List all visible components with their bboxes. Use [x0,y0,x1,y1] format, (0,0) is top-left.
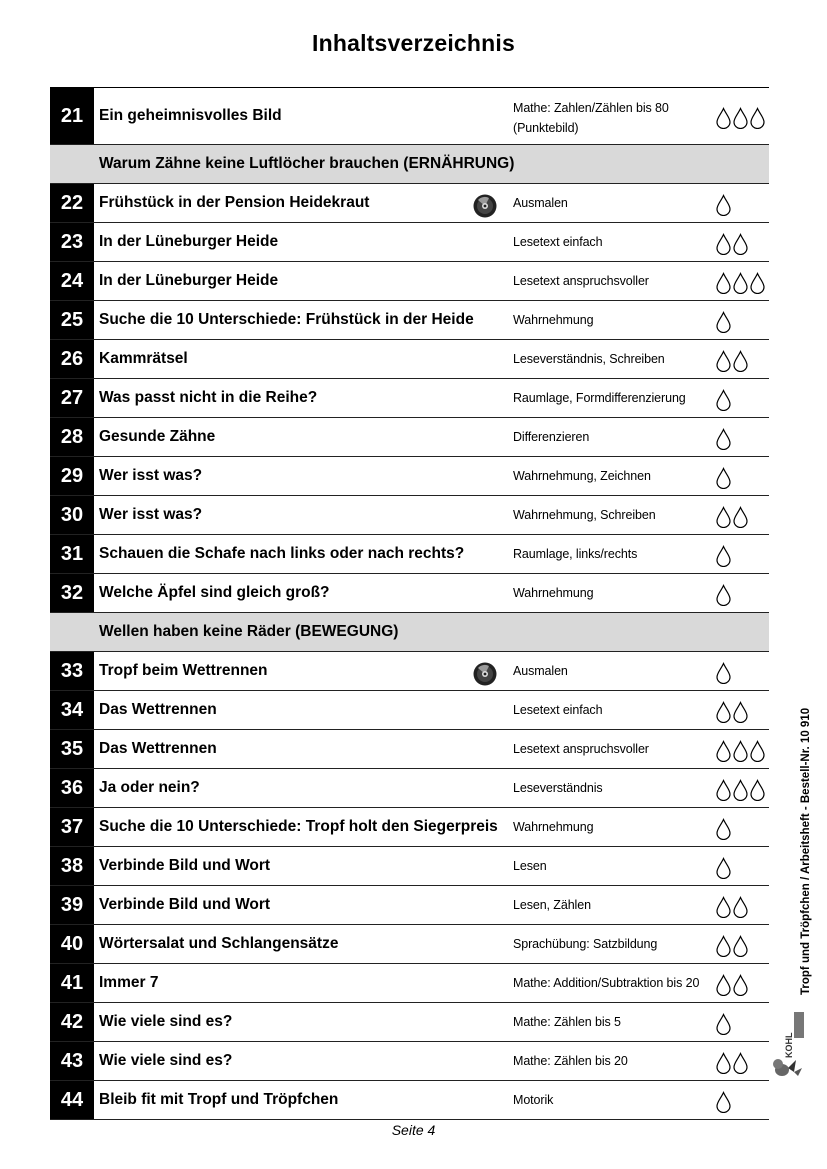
drop-icon [715,662,732,684]
entry-title: Was passt nicht in die Reihe? [99,389,318,406]
difficulty-drops [715,662,732,684]
toc-entry [50,457,769,496]
drop-icon [732,1052,749,1074]
page-footer: Seite 4 [391,1122,436,1138]
toc-entry [50,769,769,808]
entry-topic: Leseverständnis [513,781,603,795]
drop-icon [732,233,749,255]
page-title: Inhaltsverzeichnis [311,30,515,56]
drop-icon [715,974,732,996]
difficulty-drops [715,506,749,528]
drop-icon [732,779,749,801]
entry-topic: Leseverständnis, Schreiben [513,352,665,366]
toc-entry [50,496,769,535]
difficulty-drops [715,857,732,879]
toc-entry [50,535,769,574]
drop-icon [715,428,732,450]
difficulty-drops [715,740,766,762]
entry-number: 29 [50,457,94,495]
entry-number: 31 [50,535,94,573]
entry-number: 33 [50,652,94,690]
drop-icon [732,701,749,723]
entry-number: 44 [50,1081,94,1119]
difficulty-drops [715,974,749,996]
table-of-contents [50,87,769,1120]
entry-topic: Mathe: Zählen bis 20 [513,1054,628,1068]
entry-title: Frühstück in der Pension Heidekraut [99,194,370,211]
drop-icon [715,818,732,840]
drop-icon [715,506,732,528]
entry-topic: Lesetext einfach [513,703,603,717]
drop-icon [715,272,732,294]
entry-number: 27 [50,379,94,417]
entry-topic: Lesen [513,859,547,873]
drop-icon [715,194,732,216]
drop-icon [732,107,749,129]
difficulty-drops [715,311,732,333]
entry-title: Wer isst was? [99,467,203,484]
entry-number: 39 [50,886,94,924]
toc-entry [50,223,769,262]
entry-title: Wer isst was? [99,506,203,523]
entry-title: Tropf beim Wettrennen [99,662,268,679]
drop-icon [732,740,749,762]
entry-number: 22 [50,184,94,222]
drop-icon [715,233,732,255]
difficulty-drops [715,194,732,216]
drop-icon [715,107,732,129]
difficulty-drops [715,818,732,840]
section-title: Wellen haben keine Räder (BEWEGUNG) [99,623,399,640]
drop-icon [715,545,732,567]
drop-icon [715,857,732,879]
entry-topic: Lesen, Zählen [513,898,591,912]
entry-number: 43 [50,1042,94,1080]
drop-icon [715,935,732,957]
entry-title: Gesunde Zähne [99,428,216,445]
section-header [50,613,769,652]
entry-topic: Wahrnehmung [513,313,594,327]
entry-title: Welche Äpfel sind gleich groß? [99,584,330,601]
toc-entry [50,730,769,769]
entry-topic: Lesetext einfach [513,235,603,249]
entry-title: Wie viele sind es? [99,1052,233,1069]
difficulty-drops [715,701,749,723]
toc-entry [50,886,769,925]
drop-icon [715,740,732,762]
difficulty-drops [715,1013,732,1035]
toc-entry [50,847,769,886]
entry-topic: Ausmalen [513,664,568,678]
drop-icon [732,506,749,528]
entry-number: 37 [50,808,94,846]
drop-icon [732,896,749,918]
entry-title: Das Wettrennen [99,701,217,718]
difficulty-drops [715,428,732,450]
drop-icon [715,311,732,333]
difficulty-drops [715,779,766,801]
drop-icon [732,974,749,996]
toc-entry [50,418,769,457]
section-title: Warum Zähne keine Luftlöcher brauchen (ERNÄHRUNG) [99,155,515,172]
difficulty-drops [715,272,766,294]
toc-entry [50,652,769,691]
entry-number: 42 [50,1003,94,1041]
toc-entry [50,1081,769,1120]
entry-topic: Wahrnehmung [513,820,594,834]
drop-icon [749,107,766,129]
difficulty-drops [715,350,749,372]
entry-topic: Raumlage, Formdifferenzierung [513,391,686,405]
drop-icon [715,350,732,372]
entry-topic: Wahrnehmung, Zeichnen [513,469,651,483]
drop-icon [749,779,766,801]
entry-number: 41 [50,964,94,1002]
entry-topic: Ausmalen [513,196,568,210]
entry-title: Verbinde Bild und Wort [99,896,271,913]
entry-topic: Wahrnehmung, Schreiben [513,508,656,522]
drop-icon [715,467,732,489]
entry-number: 30 [50,496,94,534]
difficulty-drops [715,935,749,957]
entry-number: 34 [50,691,94,729]
toc-entry [50,88,769,145]
difficulty-drops [715,233,749,255]
entry-topic: Wahrnehmung [513,586,594,600]
drop-icon [732,350,749,372]
entry-number: 21 [50,88,94,144]
entry-number: 32 [50,574,94,612]
drop-icon [715,1052,732,1074]
drop-icon [715,701,732,723]
entry-topic: Sprachübung: Satzbildung [513,937,658,951]
difficulty-drops [715,896,749,918]
difficulty-drops [715,545,732,567]
entry-title: Das Wettrennen [99,740,217,757]
drop-icon [732,272,749,294]
entry-title: Suche die 10 Unterschiede: Tropf holt den Siegerpreis [99,818,498,835]
difficulty-drops [715,1091,732,1113]
entry-title: Verbinde Bild und Wort [99,857,271,874]
entry-title: Bleib fit mit Tropf und Tröpfchen [99,1091,339,1108]
entry-title: Wie viele sind es? [99,1013,233,1030]
entry-number: 40 [50,925,94,963]
entry-number: 25 [50,301,94,339]
entry-number: 24 [50,262,94,300]
drop-icon [732,935,749,957]
entry-topic: Mathe: Zählen bis 5 [513,1015,621,1029]
drop-icon [715,1091,732,1113]
entry-number: 38 [50,847,94,885]
entry-title: Ein geheimnisvolles Bild [99,107,282,124]
cd-icon [473,194,497,218]
entry-title: Wörtersalat und Schlangensätze [99,935,339,952]
entry-topic: Lesetext anspruchsvoller [513,742,649,756]
toc-entry [50,1042,769,1081]
toc-entry [50,262,769,301]
entry-topic: Mathe: Addition/Subtraktion bis 20 [513,976,700,990]
drop-icon [749,740,766,762]
toc-entry [50,964,769,1003]
difficulty-drops [715,584,732,606]
toc-entry [50,574,769,613]
toc-entry [50,379,769,418]
entry-number: 28 [50,418,94,456]
entry-number: 36 [50,769,94,807]
entry-topic: Differenzieren [513,430,590,444]
drop-icon [715,779,732,801]
entry-title: Suche die 10 Unterschiede: Frühstück in der Heide [99,311,474,328]
entry-title: Ja oder nein? [99,779,200,796]
entry-number: 26 [50,340,94,378]
entry-topic: Mathe: Zahlen/Zählen bis 80 (Punktebild) [513,101,669,135]
drop-icon [715,1013,732,1035]
toc-entry [50,340,769,379]
entry-number: 35 [50,730,94,768]
sidebar-order-text: Tropf und Tröpfchen / Arbeitsheft - Bestell-Nr. 10 910 [800,707,812,995]
section-header [50,145,769,184]
drop-icon [749,272,766,294]
drop-icon [715,584,732,606]
difficulty-drops [715,107,766,129]
entry-number: 23 [50,223,94,261]
entry-title: Schauen die Schafe nach links oder nach rechts? [99,545,465,562]
toc-entry [50,808,769,847]
toc-entry [50,184,769,223]
drop-icon [715,389,732,411]
toc-entry [50,1003,769,1042]
toc-entry [50,691,769,730]
entry-topic: Lesetext anspruchsvoller [513,274,649,288]
difficulty-drops [715,389,732,411]
difficulty-drops [715,467,732,489]
difficulty-drops [715,1052,749,1074]
entry-title: Immer 7 [99,974,159,991]
toc-entry [50,301,769,340]
entry-topic: Motorik [513,1093,554,1107]
entry-topic: Raumlage, links/rechts [513,547,638,561]
entry-title: In der Lüneburger Heide [99,233,279,250]
toc-entry [50,925,769,964]
publisher-logo [772,1010,808,1082]
drop-icon [715,896,732,918]
cd-icon [473,662,497,686]
publisher-logo-text: KOHL [784,1032,794,1058]
entry-title: Kammrätsel [99,350,188,367]
entry-title: In der Lüneburger Heide [99,272,279,289]
